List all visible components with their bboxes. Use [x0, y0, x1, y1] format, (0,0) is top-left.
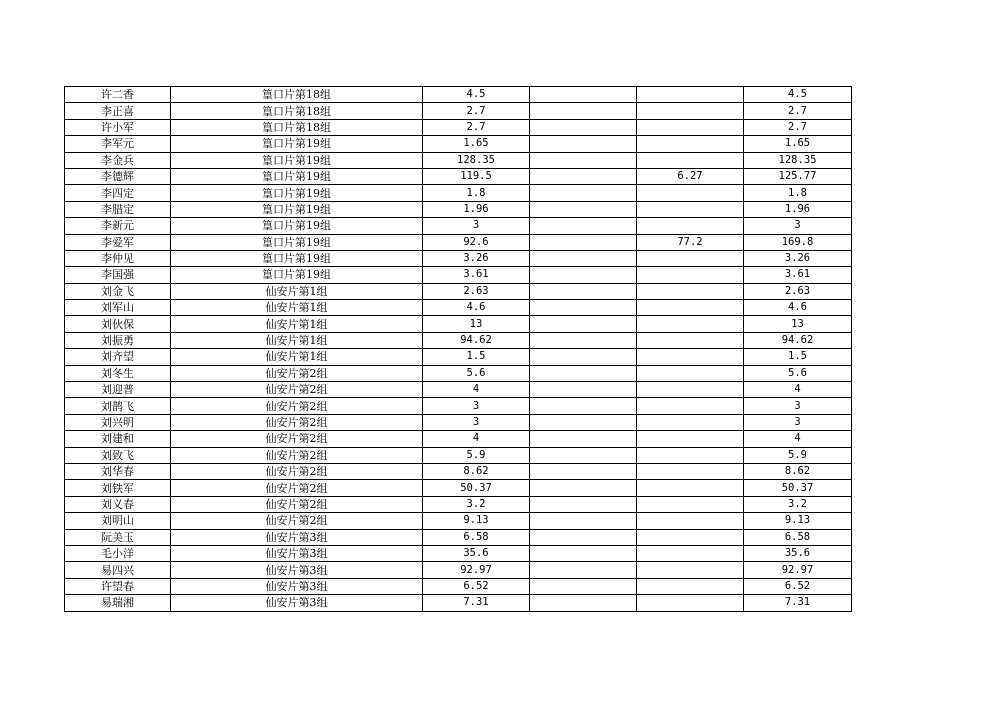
table-row [65, 300, 852, 316]
group-cell: 篁口片第18组 [171, 87, 423, 103]
name-cell: 李新元 [65, 218, 171, 234]
value-b-cell [530, 595, 637, 611]
value-b-cell [530, 267, 637, 283]
value-c-cell [637, 431, 744, 447]
value-c-cell: 6.27 [637, 168, 744, 184]
name-cell: 许望春 [65, 578, 171, 594]
group-cell: 篁口片第19组 [171, 267, 423, 283]
table-row [65, 513, 852, 529]
value-a-cell: 2.7 [423, 103, 530, 119]
value-a-cell: 3 [423, 218, 530, 234]
value-b-cell [530, 529, 637, 545]
group-cell: 仙安片第1组 [171, 349, 423, 365]
group-cell: 篁口片第19组 [171, 168, 423, 184]
value-c-cell [637, 513, 744, 529]
name-cell: 李腊定 [65, 201, 171, 217]
value-b-cell [530, 398, 637, 414]
table-body [65, 87, 852, 612]
value-c-cell [637, 300, 744, 316]
table-row [65, 168, 852, 184]
value-a-cell: 3.61 [423, 267, 530, 283]
value-b-cell [530, 496, 637, 512]
group-cell: 仙安片第1组 [171, 316, 423, 332]
name-cell: 刘铁军 [65, 480, 171, 496]
total-cell: 4 [744, 431, 852, 447]
group-cell: 仙安片第2组 [171, 365, 423, 381]
table-row [65, 349, 852, 365]
value-c-cell: 77.2 [637, 234, 744, 250]
total-cell: 92.97 [744, 562, 852, 578]
value-b-cell [530, 463, 637, 479]
value-c-cell [637, 316, 744, 332]
value-a-cell: 3 [423, 398, 530, 414]
table-row [65, 545, 852, 561]
value-b-cell [530, 201, 637, 217]
table-row [65, 218, 852, 234]
value-b-cell [530, 332, 637, 348]
value-b-cell [530, 545, 637, 561]
total-cell: 1.8 [744, 185, 852, 201]
value-a-cell: 4.6 [423, 300, 530, 316]
table-row [65, 562, 852, 578]
name-cell: 刘致飞 [65, 447, 171, 463]
value-c-cell [637, 398, 744, 414]
group-cell: 仙安片第2组 [171, 398, 423, 414]
total-cell: 128.35 [744, 152, 852, 168]
table-row [65, 119, 852, 135]
name-cell: 刘振勇 [65, 332, 171, 348]
value-b-cell [530, 218, 637, 234]
value-b-cell [530, 168, 637, 184]
value-b-cell [530, 447, 637, 463]
group-cell: 仙安片第2组 [171, 480, 423, 496]
name-cell: 刘华春 [65, 463, 171, 479]
name-cell: 李爱军 [65, 234, 171, 250]
table-row [65, 332, 852, 348]
table-row [65, 496, 852, 512]
table-row [65, 185, 852, 201]
value-c-cell [637, 545, 744, 561]
table-row [65, 234, 852, 250]
value-a-cell: 4 [423, 431, 530, 447]
value-a-cell: 2.63 [423, 283, 530, 299]
total-cell: 2.7 [744, 103, 852, 119]
total-cell: 3 [744, 218, 852, 234]
table-row [65, 87, 852, 103]
total-cell: 50.37 [744, 480, 852, 496]
total-cell: 7.31 [744, 595, 852, 611]
table-row [65, 201, 852, 217]
value-b-cell [530, 119, 637, 135]
group-cell: 篁口片第19组 [171, 201, 423, 217]
total-cell: 13 [744, 316, 852, 332]
value-c-cell [637, 87, 744, 103]
table-row [65, 398, 852, 414]
value-c-cell [637, 496, 744, 512]
group-cell: 篁口片第18组 [171, 103, 423, 119]
value-b-cell [530, 283, 637, 299]
total-cell: 6.58 [744, 529, 852, 545]
value-c-cell [637, 562, 744, 578]
group-cell: 仙安片第3组 [171, 562, 423, 578]
value-c-cell [637, 529, 744, 545]
name-cell: 李仲见 [65, 250, 171, 266]
group-cell: 篁口片第18组 [171, 119, 423, 135]
name-cell: 刘义春 [65, 496, 171, 512]
group-cell: 仙安片第3组 [171, 578, 423, 594]
value-c-cell [637, 201, 744, 217]
group-cell: 仙安片第3组 [171, 545, 423, 561]
table-row [65, 595, 852, 611]
value-c-cell [637, 480, 744, 496]
total-cell: 35.6 [744, 545, 852, 561]
value-c-cell [637, 185, 744, 201]
name-cell: 刘兴明 [65, 414, 171, 430]
value-b-cell [530, 87, 637, 103]
group-cell: 仙安片第1组 [171, 300, 423, 316]
total-cell: 1.96 [744, 201, 852, 217]
value-a-cell: 4 [423, 382, 530, 398]
name-cell: 刘明山 [65, 513, 171, 529]
name-cell: 毛小洋 [65, 545, 171, 561]
value-b-cell [530, 300, 637, 316]
total-cell: 9.13 [744, 513, 852, 529]
table-row [65, 414, 852, 430]
total-cell: 4.5 [744, 87, 852, 103]
name-cell: 刘军山 [65, 300, 171, 316]
value-c-cell [637, 267, 744, 283]
total-cell: 4.6 [744, 300, 852, 316]
group-cell: 仙安片第1组 [171, 332, 423, 348]
value-b-cell [530, 414, 637, 430]
value-b-cell [530, 136, 637, 152]
value-a-cell: 35.6 [423, 545, 530, 561]
group-cell: 仙安片第3组 [171, 529, 423, 545]
group-cell: 篁口片第19组 [171, 152, 423, 168]
value-b-cell [530, 103, 637, 119]
total-cell: 1.65 [744, 136, 852, 152]
group-cell: 仙安片第2组 [171, 513, 423, 529]
table-row [65, 578, 852, 594]
group-cell: 篁口片第19组 [171, 234, 423, 250]
value-a-cell: 119.5 [423, 168, 530, 184]
group-cell: 仙安片第2组 [171, 496, 423, 512]
value-c-cell [637, 119, 744, 135]
value-a-cell: 13 [423, 316, 530, 332]
value-a-cell: 8.62 [423, 463, 530, 479]
value-a-cell: 92.6 [423, 234, 530, 250]
table-row [65, 136, 852, 152]
value-c-cell [637, 447, 744, 463]
total-cell: 3.26 [744, 250, 852, 266]
total-cell: 169.8 [744, 234, 852, 250]
name-cell: 刘建和 [65, 431, 171, 447]
total-cell: 94.62 [744, 332, 852, 348]
table-row [65, 283, 852, 299]
name-cell: 李军元 [65, 136, 171, 152]
total-cell: 1.5 [744, 349, 852, 365]
total-cell: 3 [744, 398, 852, 414]
group-cell: 仙安片第2组 [171, 414, 423, 430]
group-cell: 仙安片第2组 [171, 431, 423, 447]
value-b-cell [530, 431, 637, 447]
value-b-cell [530, 365, 637, 381]
value-b-cell [530, 349, 637, 365]
value-c-cell [637, 414, 744, 430]
group-cell: 仙安片第2组 [171, 382, 423, 398]
data-table [64, 86, 852, 612]
value-c-cell [637, 103, 744, 119]
value-b-cell [530, 152, 637, 168]
value-b-cell [530, 316, 637, 332]
table-row [65, 447, 852, 463]
name-cell: 易瑞湘 [65, 595, 171, 611]
total-cell: 3.61 [744, 267, 852, 283]
value-a-cell: 3.26 [423, 250, 530, 266]
value-a-cell: 94.62 [423, 332, 530, 348]
name-cell: 刘伙保 [65, 316, 171, 332]
value-a-cell: 5.9 [423, 447, 530, 463]
name-cell: 李国强 [65, 267, 171, 283]
group-cell: 仙安片第3组 [171, 595, 423, 611]
value-a-cell: 1.8 [423, 185, 530, 201]
name-cell: 李德辉 [65, 168, 171, 184]
value-a-cell: 50.37 [423, 480, 530, 496]
total-cell: 5.6 [744, 365, 852, 381]
table-row [65, 267, 852, 283]
value-a-cell: 3 [423, 414, 530, 430]
value-a-cell: 6.52 [423, 578, 530, 594]
name-cell: 阮美玉 [65, 529, 171, 545]
value-a-cell: 7.31 [423, 595, 530, 611]
table-row [65, 463, 852, 479]
value-b-cell [530, 562, 637, 578]
name-cell: 李金兵 [65, 152, 171, 168]
table-row [65, 103, 852, 119]
group-cell: 篁口片第19组 [171, 218, 423, 234]
total-cell: 8.62 [744, 463, 852, 479]
group-cell: 篁口片第19组 [171, 250, 423, 266]
group-cell: 仙安片第1组 [171, 283, 423, 299]
group-cell: 篁口片第19组 [171, 185, 423, 201]
value-c-cell [637, 218, 744, 234]
value-a-cell: 5.6 [423, 365, 530, 381]
total-cell: 3.2 [744, 496, 852, 512]
value-a-cell: 92.97 [423, 562, 530, 578]
value-b-cell [530, 578, 637, 594]
value-a-cell: 4.5 [423, 87, 530, 103]
table-row [65, 431, 852, 447]
table-row [65, 250, 852, 266]
value-c-cell [637, 152, 744, 168]
total-cell: 2.7 [744, 119, 852, 135]
value-c-cell [637, 365, 744, 381]
value-b-cell [530, 250, 637, 266]
value-a-cell: 2.7 [423, 119, 530, 135]
group-cell: 篁口片第19组 [171, 136, 423, 152]
name-cell: 易四兴 [65, 562, 171, 578]
value-c-cell [637, 283, 744, 299]
total-cell: 6.52 [744, 578, 852, 594]
value-c-cell [637, 349, 744, 365]
value-b-cell [530, 382, 637, 398]
total-cell: 4 [744, 382, 852, 398]
table-row [65, 365, 852, 381]
value-c-cell [637, 595, 744, 611]
value-c-cell [637, 332, 744, 348]
total-cell: 3 [744, 414, 852, 430]
value-a-cell: 9.13 [423, 513, 530, 529]
name-cell: 许二香 [65, 87, 171, 103]
value-b-cell [530, 480, 637, 496]
table-row [65, 382, 852, 398]
table-row [65, 529, 852, 545]
table-row [65, 152, 852, 168]
value-b-cell [530, 513, 637, 529]
group-cell: 仙安片第2组 [171, 463, 423, 479]
value-a-cell: 6.58 [423, 529, 530, 545]
name-cell: 刘冬生 [65, 365, 171, 381]
value-a-cell: 1.5 [423, 349, 530, 365]
group-cell: 仙安片第2组 [171, 447, 423, 463]
value-a-cell: 3.2 [423, 496, 530, 512]
table-row [65, 316, 852, 332]
name-cell: 刘鹊飞 [65, 398, 171, 414]
value-a-cell: 1.96 [423, 201, 530, 217]
value-c-cell [637, 136, 744, 152]
name-cell: 许小军 [65, 119, 171, 135]
total-cell: 2.63 [744, 283, 852, 299]
value-c-cell [637, 578, 744, 594]
value-a-cell: 1.65 [423, 136, 530, 152]
total-cell: 5.9 [744, 447, 852, 463]
name-cell: 李四定 [65, 185, 171, 201]
value-b-cell [530, 234, 637, 250]
value-b-cell [530, 185, 637, 201]
name-cell: 李正喜 [65, 103, 171, 119]
name-cell: 刘迎普 [65, 382, 171, 398]
value-a-cell: 128.35 [423, 152, 530, 168]
value-c-cell [637, 250, 744, 266]
name-cell: 刘齐望 [65, 349, 171, 365]
value-c-cell [637, 463, 744, 479]
value-c-cell [637, 382, 744, 398]
total-cell: 125.77 [744, 168, 852, 184]
table-row [65, 480, 852, 496]
name-cell: 刘金飞 [65, 283, 171, 299]
